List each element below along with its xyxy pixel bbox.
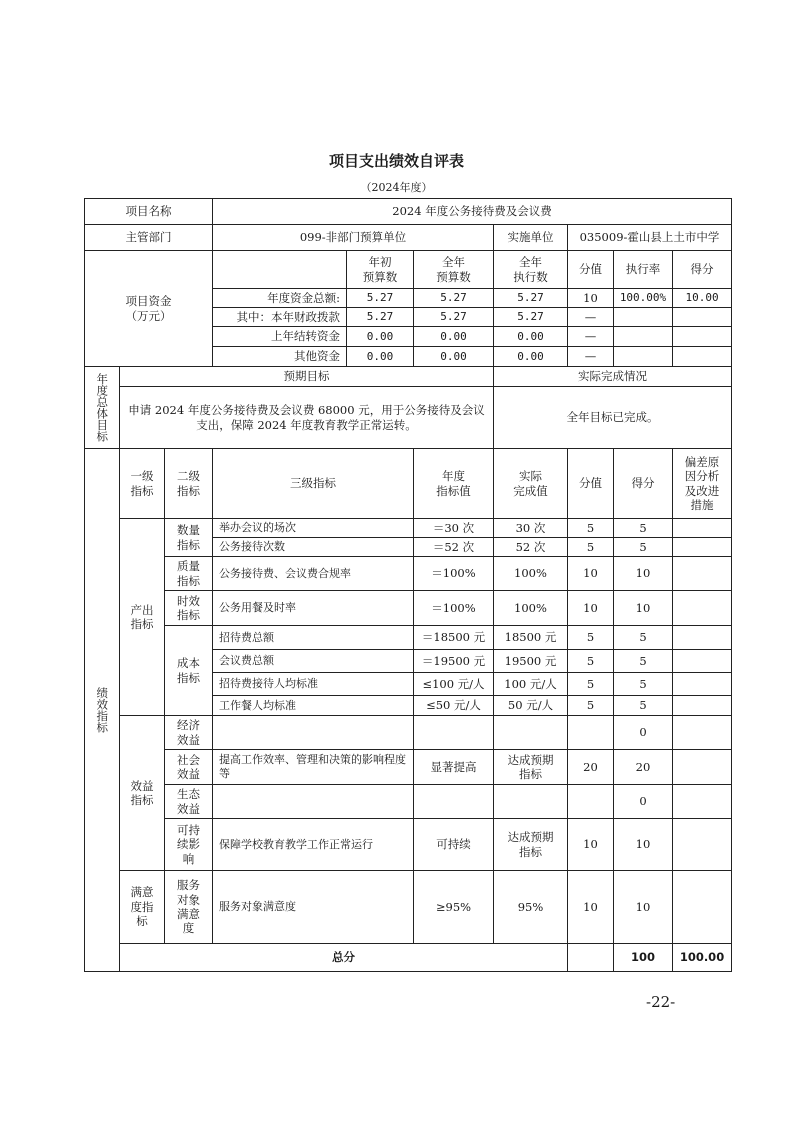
funds-header-blank bbox=[213, 251, 347, 289]
total-score: 100.00 bbox=[673, 944, 732, 972]
indicator-score-value: 10 bbox=[568, 819, 614, 871]
goals-body-row bbox=[85, 387, 732, 449]
indicator-actual: 达成预期 指标 bbox=[494, 750, 568, 785]
goals-side-label bbox=[85, 367, 120, 449]
fund-score-value: 10 bbox=[568, 289, 614, 308]
indicator-score: 10 bbox=[614, 557, 673, 591]
indicator-target bbox=[414, 716, 494, 750]
indicator-target: ≤100 元/人 bbox=[414, 673, 494, 696]
indicator-deviation bbox=[673, 819, 732, 871]
fund-label: 年度资金总额: bbox=[213, 289, 347, 308]
indicator-score: 5 bbox=[614, 626, 673, 650]
header-target: 年度 指标值 bbox=[414, 449, 494, 519]
indicator-row bbox=[85, 591, 732, 626]
indicator-deviation bbox=[673, 750, 732, 785]
indicator-score: 0 bbox=[614, 716, 673, 750]
total-label: 总分 bbox=[120, 944, 568, 972]
fund-exec-rate: 100.00% bbox=[614, 289, 673, 308]
header-level3: 三级指标 bbox=[213, 449, 414, 519]
indicator-actual bbox=[494, 716, 568, 750]
indicator-target bbox=[414, 785, 494, 819]
indicator-deviation bbox=[673, 519, 732, 538]
indicator-row bbox=[85, 871, 732, 944]
indicator-score-value bbox=[568, 785, 614, 819]
expected-goal-header: 预期目标 bbox=[120, 367, 494, 387]
header-score: 得分 bbox=[614, 449, 673, 519]
project-name-row bbox=[85, 199, 732, 225]
indicator-name: 工作餐人均标准 bbox=[213, 696, 414, 716]
subgroup-social: 社会 效益 bbox=[165, 750, 213, 785]
indicator-name: 服务对象满意度 bbox=[213, 871, 414, 944]
header-score-value: 分值 bbox=[568, 251, 614, 289]
indicators-side-label bbox=[85, 449, 120, 972]
fund-exec-rate bbox=[614, 347, 673, 367]
header-deviation: 偏差原 因分析 及改进 措施 bbox=[673, 449, 732, 519]
dept-label: 主管部门 bbox=[85, 225, 213, 251]
indicator-score: 10 bbox=[614, 871, 673, 944]
dept-value: 099-非部门预算单位 bbox=[213, 225, 494, 251]
fund-annual-exec: 5.27 bbox=[494, 308, 568, 327]
group-benefit: 效益 指标 bbox=[120, 716, 165, 871]
expected-goal-text: 申请 2024 年度公务接待费及会议费 68000 元，用于公务接待及会议支出，保障 2024 年度教育教学正常运转。 bbox=[120, 387, 494, 449]
subgroup-economic: 经济 效益 bbox=[165, 716, 213, 750]
header-annual-exec: 全年 执行数 bbox=[494, 251, 568, 289]
indicator-actual: 100 元/人 bbox=[494, 673, 568, 696]
subgroup-sustainable: 可持 续影 响 bbox=[165, 819, 213, 871]
fund-initial: 0.00 bbox=[347, 347, 414, 367]
impl-label: 实施单位 bbox=[494, 225, 568, 251]
department-row bbox=[85, 225, 732, 251]
indicator-name: 会议费总额 bbox=[213, 650, 414, 673]
header-actual: 实际 完成值 bbox=[494, 449, 568, 519]
indicator-score-value: 5 bbox=[568, 650, 614, 673]
indicators-side-label-text: 绩效指标 bbox=[95, 687, 110, 733]
indicator-actual: 19500 元 bbox=[494, 650, 568, 673]
indicator-row bbox=[85, 626, 732, 650]
subgroup-service: 服务 对象 满意 度 bbox=[165, 871, 213, 944]
funds-header-row bbox=[85, 251, 732, 289]
impl-value: 035009-霍山县上土市中学 bbox=[568, 225, 732, 251]
indicator-target: ≤50 元/人 bbox=[414, 696, 494, 716]
indicator-score-value: 20 bbox=[568, 750, 614, 785]
subgroup-quantity: 数量 指标 bbox=[165, 519, 213, 557]
fund-score-value: — bbox=[568, 347, 614, 367]
goals-side-label-text: 年度总体目标 bbox=[95, 373, 110, 442]
header-initial-budget: 年初 预算数 bbox=[347, 251, 414, 289]
fund-annual-exec: 5.27 bbox=[494, 289, 568, 308]
indicator-deviation bbox=[673, 871, 732, 944]
project-name-value: 2024 年度公务接待费及会议费 bbox=[213, 199, 732, 225]
indicator-target: 可持续 bbox=[414, 819, 494, 871]
performance-table bbox=[84, 198, 732, 972]
indicator-actual: 100% bbox=[494, 557, 568, 591]
indicator-name: 举办会议的场次 bbox=[213, 519, 414, 538]
indicator-target: ＝100% bbox=[414, 591, 494, 626]
indicator-actual: 18500 元 bbox=[494, 626, 568, 650]
indicator-row bbox=[85, 819, 732, 871]
header-annual-budget: 全年 预算数 bbox=[414, 251, 494, 289]
project-name-label: 项目名称 bbox=[85, 199, 213, 225]
fund-score-value: — bbox=[568, 327, 614, 347]
indicator-score-value: 5 bbox=[568, 626, 614, 650]
indicator-score-value: 5 bbox=[568, 538, 614, 557]
header-level2: 二级 指标 bbox=[165, 449, 213, 519]
fund-score bbox=[673, 308, 732, 327]
indicator-name: 公务接待费、会议费合规率 bbox=[213, 557, 414, 591]
indicator-name bbox=[213, 785, 414, 819]
fund-annual-exec: 0.00 bbox=[494, 327, 568, 347]
indicator-name: 提高工作效率、管理和决策的影响程度等 bbox=[213, 750, 414, 785]
indicator-score: 0 bbox=[614, 785, 673, 819]
indicator-score: 20 bbox=[614, 750, 673, 785]
indicator-deviation bbox=[673, 716, 732, 750]
fund-initial: 0.00 bbox=[347, 327, 414, 347]
group-output: 产出 指标 bbox=[120, 519, 165, 716]
indicator-target: ＝18500 元 bbox=[414, 626, 494, 650]
indicator-actual: 30 次 bbox=[494, 519, 568, 538]
indicator-row bbox=[85, 557, 732, 591]
funds-label bbox=[85, 251, 213, 367]
fund-score bbox=[673, 327, 732, 347]
indicator-deviation bbox=[673, 591, 732, 626]
fund-annual-budget: 5.27 bbox=[414, 289, 494, 308]
indicator-score: 10 bbox=[614, 819, 673, 871]
indicator-score-value: 5 bbox=[568, 519, 614, 538]
indicator-score-value: 10 bbox=[568, 557, 614, 591]
fund-initial: 5.27 bbox=[347, 308, 414, 327]
header-score-value: 分值 bbox=[568, 449, 614, 519]
indicator-score-value: 5 bbox=[568, 696, 614, 716]
indicator-score: 5 bbox=[614, 696, 673, 716]
indicator-score-value: 10 bbox=[568, 591, 614, 626]
subgroup-timeliness: 时效 指标 bbox=[165, 591, 213, 626]
fund-label: 其中：本年财政拨款 bbox=[213, 308, 347, 327]
indicator-actual bbox=[494, 785, 568, 819]
indicator-row bbox=[85, 785, 732, 819]
total-actual bbox=[568, 944, 614, 972]
fund-annual-budget: 5.27 bbox=[414, 308, 494, 327]
indicator-target: ＝100% bbox=[414, 557, 494, 591]
indicator-name bbox=[213, 716, 414, 750]
indicator-target: ≥95% bbox=[414, 871, 494, 944]
fund-score: 10.00 bbox=[673, 289, 732, 308]
indicator-deviation bbox=[673, 557, 732, 591]
indicator-deviation bbox=[673, 673, 732, 696]
page-number: -22- bbox=[646, 993, 676, 1011]
indicator-name: 招待费总额 bbox=[213, 626, 414, 650]
indicator-deviation bbox=[673, 538, 732, 557]
indicator-row bbox=[85, 750, 732, 785]
goals-header-row bbox=[85, 367, 732, 387]
indicator-score: 5 bbox=[614, 538, 673, 557]
header-level1: 一级 指标 bbox=[120, 449, 165, 519]
fund-score bbox=[673, 347, 732, 367]
fund-label: 上年结转资金 bbox=[213, 327, 347, 347]
subgroup-quality: 质量 指标 bbox=[165, 557, 213, 591]
indicators-header-row bbox=[85, 449, 732, 519]
fund-annual-budget: 0.00 bbox=[414, 327, 494, 347]
indicator-score: 10 bbox=[614, 591, 673, 626]
indicator-deviation bbox=[673, 650, 732, 673]
indicator-target: ＝19500 元 bbox=[414, 650, 494, 673]
indicator-name: 公务用餐及时率 bbox=[213, 591, 414, 626]
fund-exec-rate bbox=[614, 308, 673, 327]
indicator-score-value: 10 bbox=[568, 871, 614, 944]
fund-initial: 5.27 bbox=[347, 289, 414, 308]
indicator-deviation bbox=[673, 626, 732, 650]
indicator-target: ＝52 次 bbox=[414, 538, 494, 557]
funds-label-line1: 项目资金 bbox=[125, 294, 172, 309]
indicator-score: 5 bbox=[614, 519, 673, 538]
indicator-actual: 100% bbox=[494, 591, 568, 626]
indicator-name: 公务接待次数 bbox=[213, 538, 414, 557]
indicator-deviation bbox=[673, 696, 732, 716]
indicator-row bbox=[85, 519, 732, 538]
indicator-actual: 50 元/人 bbox=[494, 696, 568, 716]
fund-annual-exec: 0.00 bbox=[494, 347, 568, 367]
indicator-actual: 达成预期 指标 bbox=[494, 819, 568, 871]
indicator-actual: 95% bbox=[494, 871, 568, 944]
total-score-value: 100 bbox=[614, 944, 673, 972]
indicator-score: 5 bbox=[614, 673, 673, 696]
fund-label: 其他资金 bbox=[213, 347, 347, 367]
group-satisfaction: 满意 度指 标 bbox=[120, 871, 165, 944]
indicator-score-value: 5 bbox=[568, 673, 614, 696]
indicator-name: 保障学校教育教学工作正常运行 bbox=[213, 819, 414, 871]
indicator-name: 招待费接待人均标准 bbox=[213, 673, 414, 696]
actual-goal-header: 实际完成情况 bbox=[494, 367, 732, 387]
indicator-row bbox=[85, 716, 732, 750]
indicator-score: 5 bbox=[614, 650, 673, 673]
subgroup-ecological: 生态 效益 bbox=[165, 785, 213, 819]
actual-goal-text: 全年目标已完成。 bbox=[494, 387, 732, 449]
indicator-target: 显著提高 bbox=[414, 750, 494, 785]
fund-score-value: — bbox=[568, 308, 614, 327]
funds-label-line2: （万元） bbox=[125, 308, 172, 323]
header-score: 得分 bbox=[673, 251, 732, 289]
header-exec-rate: 执行率 bbox=[614, 251, 673, 289]
page-title: 项目支出绩效自评表 bbox=[328, 152, 464, 170]
indicator-score-value bbox=[568, 716, 614, 750]
indicator-target: ＝30 次 bbox=[414, 519, 494, 538]
fund-annual-budget: 0.00 bbox=[414, 347, 494, 367]
page-subtitle: （2024年度） bbox=[360, 181, 433, 194]
indicator-actual: 52 次 bbox=[494, 538, 568, 557]
subgroup-cost: 成本 指标 bbox=[165, 626, 213, 716]
indicator-deviation bbox=[673, 785, 732, 819]
total-row bbox=[85, 944, 732, 972]
fund-exec-rate bbox=[614, 327, 673, 347]
